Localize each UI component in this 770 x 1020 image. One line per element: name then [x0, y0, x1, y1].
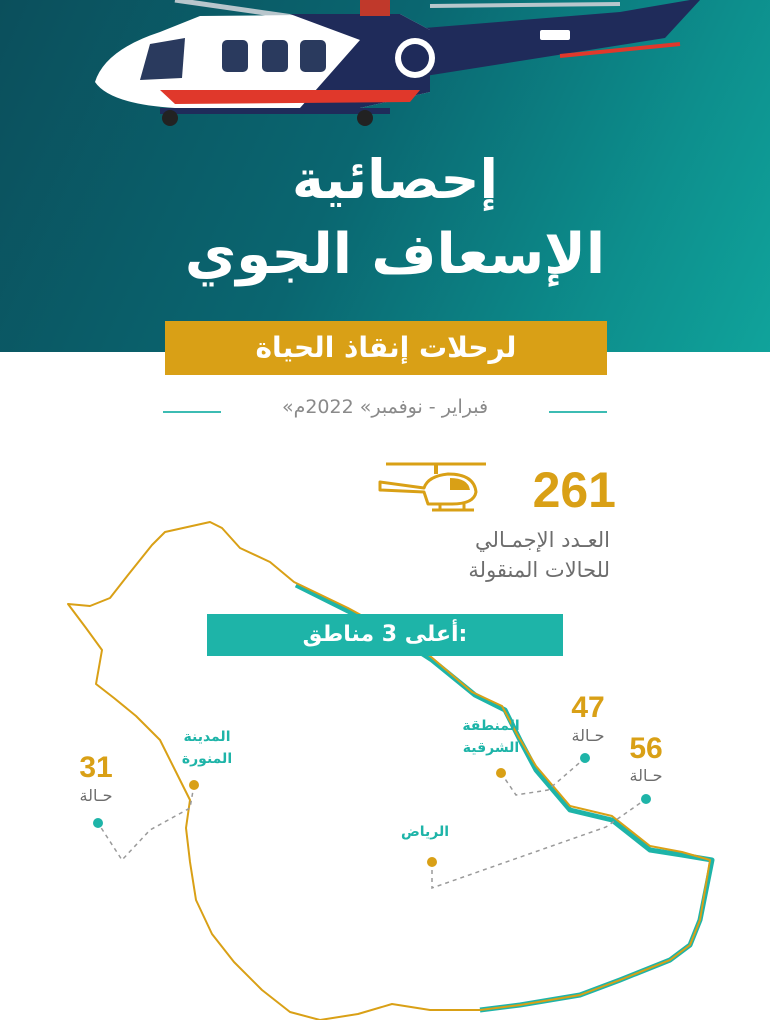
count-dot-riyadh	[641, 794, 651, 804]
count-madinah: 31	[79, 751, 113, 784]
period-divider-right	[549, 411, 607, 413]
page-title-line1: إحصائية	[292, 148, 498, 211]
subtitle-banner: لرحلات إنقاذ الحياة	[165, 321, 607, 375]
helicopter-icon	[378, 458, 488, 518]
region-label-eastern-line1: المنطقة	[462, 718, 520, 734]
count-unit-madinah: حـالة	[79, 786, 113, 805]
count-unit-eastern: حـالة	[571, 726, 605, 745]
leader-line-riyadh	[432, 799, 646, 888]
count-dot-madinah	[93, 818, 103, 828]
region-label-riyadh: الرياض	[400, 824, 450, 840]
region-dot-riyadh	[427, 857, 437, 867]
region-label-madinah-line1: المدينة	[183, 729, 231, 745]
period-text: «فبراير - نوفمبر» 2022م	[281, 396, 489, 418]
count-eastern: 47	[571, 691, 605, 724]
top-regions-heading: أعلى 3 مناطق:	[207, 614, 563, 656]
region-dot-madinah	[189, 780, 199, 790]
page-title-line2: الإسعاف الجوي	[184, 222, 606, 287]
region-label-madinah-line2: المنورة	[181, 751, 233, 767]
total-cases-number: 261	[532, 462, 616, 518]
total-cases-label-line2: للحالات المنقولة	[468, 558, 610, 582]
period-divider-left	[163, 411, 221, 413]
total-cases-label-line1: العـدد الإجمـالي	[475, 528, 610, 552]
count-dot-eastern	[580, 753, 590, 763]
hero-banner	[0, 0, 770, 352]
count-riyadh: 56	[629, 732, 663, 765]
region-label-eastern-line2: الشرقية	[462, 740, 520, 756]
region-dot-eastern	[496, 768, 506, 778]
count-unit-riyadh: حـالة	[629, 766, 663, 785]
air-ambulance-helicopter-image	[0, 0, 770, 140]
